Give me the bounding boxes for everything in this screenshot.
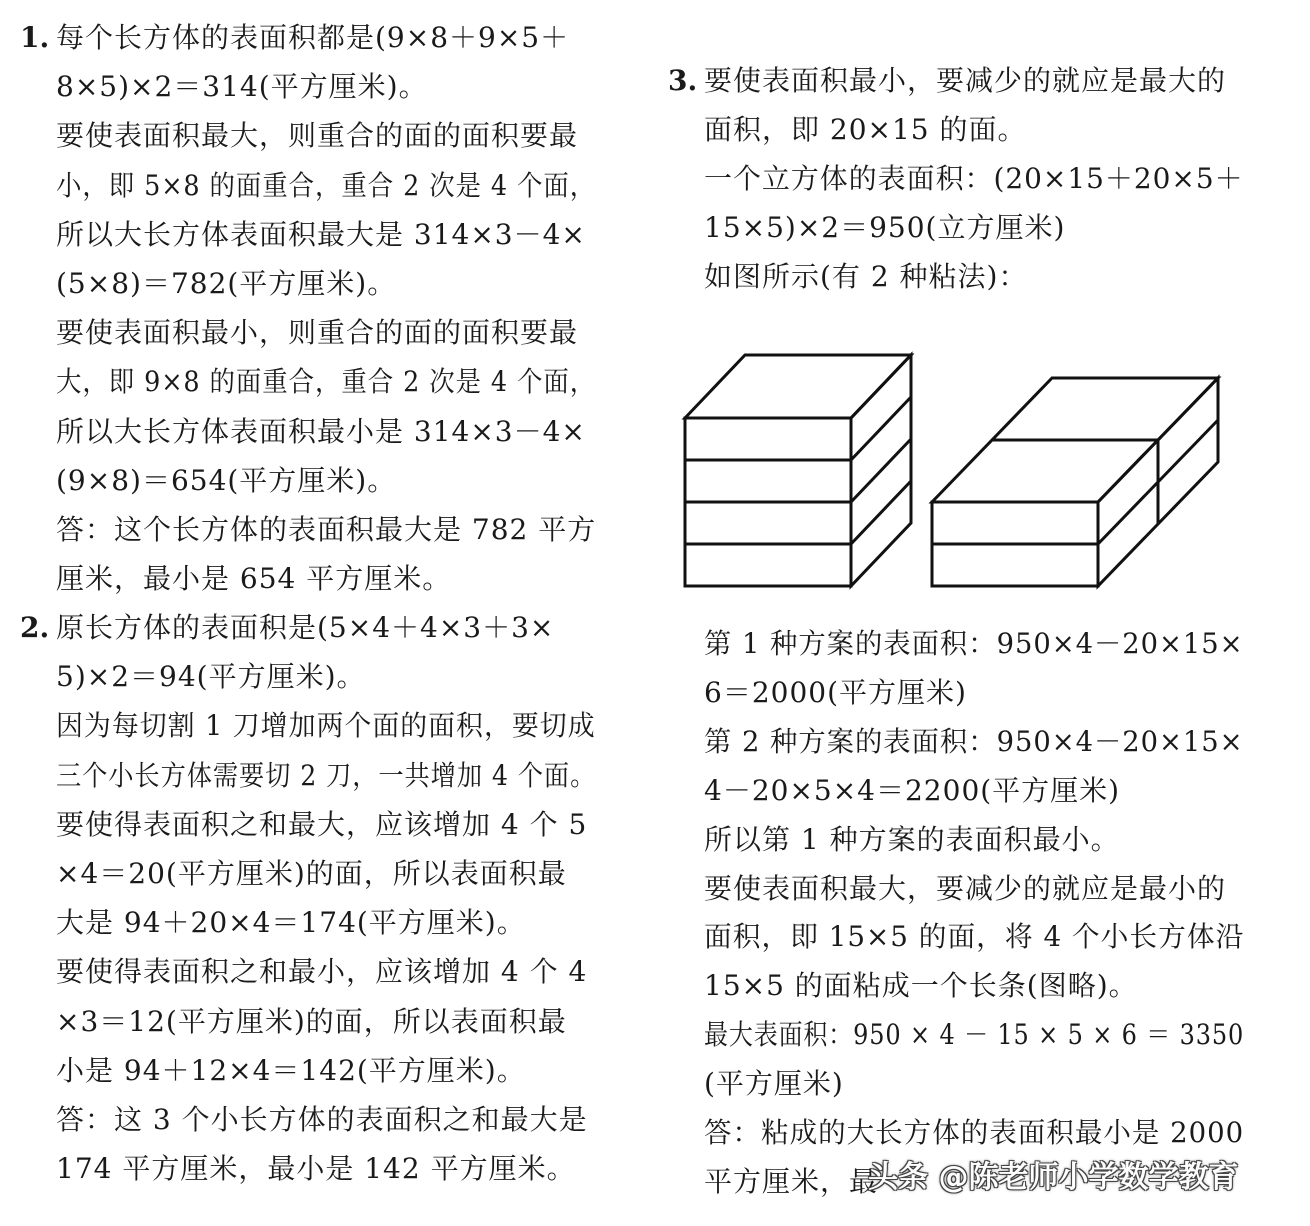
text-line: 所以第 1 种方案的表面积最小。 — [704, 822, 1120, 856]
text-line: 第 1 种方案的表面积：950×4－20×15× — [704, 627, 1244, 660]
text-line: 要使得表面积之和最大，应该增加 4 个 5 — [56, 807, 588, 841]
method-1-stacked-boxes — [685, 355, 911, 586]
text-line: 答：这 3 个小长方体的表面积之和最大是 — [56, 1103, 588, 1136]
text-line: 最大表面积：950 × 4 － 15 × 5 × 6 ＝ 3350 — [704, 1018, 1245, 1052]
gluing-methods-figure — [670, 340, 1230, 590]
text-line: (9×8)＝654(平方厘米)。 — [56, 463, 397, 497]
text-line: 174 平方厘米，最小是 142 平方厘米。 — [56, 1152, 576, 1186]
text-line: 15×5 的面粘成一个长条(图略)。 — [704, 969, 1138, 1003]
text-line: ×3＝12(平方厘米)的面，所以表面积最 — [56, 1004, 567, 1038]
text-line: ×4＝20(平方厘米)的面，所以表面积最 — [56, 857, 567, 890]
method-2-two-by-two-boxes — [932, 378, 1218, 586]
text-line: 答：粘成的大长方体的表面积最小是 2000 — [704, 1116, 1245, 1149]
stack-top-face — [685, 355, 911, 418]
text-line: 4－20×5×4＝2200(平方厘米) — [704, 773, 1121, 807]
text-line: 如图所示(有 2 种粘法)： — [704, 260, 1028, 293]
text-line: (5×8)＝782(平方厘米)。 — [56, 267, 397, 300]
problem-3-number: 3. — [668, 64, 698, 97]
text-line: 平方厘米，最 — [704, 1164, 879, 1198]
text-line: 所以大长方体表面积最大是 314×3－4× — [56, 217, 586, 251]
text-line: 厘米，最小是 654 平方厘米。 — [56, 562, 452, 596]
text-line: 要使表面积最大，则重合的面的面积要最 — [56, 119, 579, 153]
watermark: 头条 @陈老师小学数学教育 — [868, 1160, 1239, 1195]
text-line: 要使表面积最小，要减少的就应是最大的 — [704, 64, 1227, 97]
text-line: 小，即 5×8 的面重合，重合 2 次是 4 个面， — [56, 168, 597, 202]
text-line: 三个小长方体需要切 2 刀，一共增加 4 个面。 — [56, 758, 597, 792]
text-line: 每个长方体的表面积都是(9×8＋9×5＋ — [56, 21, 570, 54]
text-line: 要使表面积最小，则重合的面的面积要最 — [56, 316, 579, 350]
text-line: 5)×2＝94(平方厘米)。 — [56, 660, 366, 694]
text-line: 6＝2000(平方厘米) — [704, 675, 967, 709]
text-line: 原长方体的表面积是(5×4＋4×3＋3× — [56, 611, 555, 644]
text-line: 答：这个长方体的表面积最大是 782 平方 — [56, 513, 597, 546]
text-line: 面积，即 15×5 的面，将 4 个小长方体沿 — [704, 920, 1245, 954]
text-line: 15×5)×2＝950(立方厘米) — [704, 211, 1066, 244]
text-line: 小是 94＋12×4＝142(平方厘米)。 — [56, 1053, 526, 1087]
text-line: 所以大长方体表面积最小是 314×3－4× — [56, 414, 586, 448]
text-line: 大，即 9×8 的面重合，重合 2 次是 4 个面， — [56, 365, 597, 399]
text-line: 因为每切割 1 刀增加两个面的面积，要切成 — [56, 709, 596, 743]
text-line: (平方厘米) — [704, 1067, 844, 1101]
text-line: 大是 94＋20×4＝174(平方厘米)。 — [56, 906, 526, 940]
problem-1-number: 1. — [20, 21, 50, 54]
text-line: 8×5)×2＝314(平方厘米)。 — [56, 70, 428, 104]
problem-2-number: 2. — [20, 611, 50, 644]
text-line: 面积，即 20×15 的面。 — [704, 113, 1027, 146]
text-line: 第 2 种方案的表面积：950×4－20×15× — [704, 724, 1244, 758]
text-line: 要使得表面积之和最小，应该增加 4 个 4 — [56, 955, 588, 989]
text-line: 要使表面积最大，要减少的就应是最小的 — [704, 871, 1227, 905]
text-line: 一个立方体的表面积：(20×15＋20×5＋ — [704, 162, 1244, 195]
